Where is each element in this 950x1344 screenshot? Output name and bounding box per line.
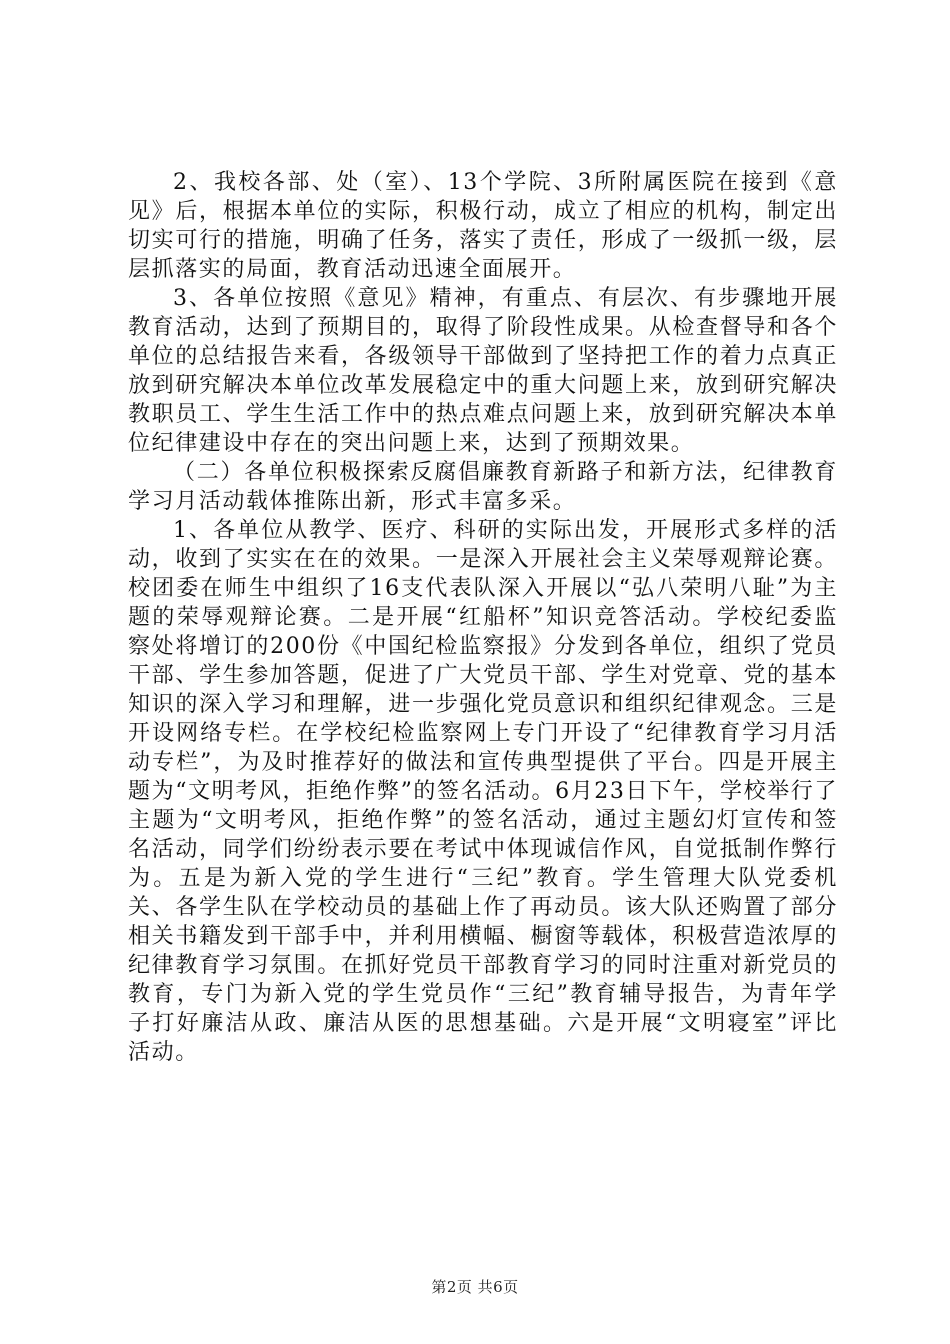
paragraph-item-2-response: 2、我校各部、处（室）、13个学院、3所附属医院在接到《意见》后，根据本单位的实际，积极行动，成立了相应的机构，制定出切实可行的措施，明确了任务，落实了责任，形成了一级抓一级，层层抓落实的局面，教育活动迅速全面展开。 xyxy=(128,170,838,282)
document-body xyxy=(128,168,838,1067)
paragraph-item-1-activities: 1、各单位从教学、医疗、科研的实际出发，开展形式多样的活动，收到了实实在在的效果。一是深入开展社会主义荣辱观辩论赛。校团委在师生中组织了16支代表队深入开展以“弘八荣明八耻”为主题的荣辱观辩论赛。二是开展“红船杯”知识竞答活动。学校纪委监察处将增订的200份《中国纪检监察报》分发到各单位，组织了党员干部、学生参加答题，促进了广大党员干部、学生对党章、党的基本知识的深入学习和理解，进一步强化党员意识和组织纪律观念。三是开设网络专栏。在学校纪检监察网上专门开设了“纪律教育学习月活动专栏”，为及时推荐好的做法和宣传典型提供了平台。四是开展主题为“文明考风，拒绝作弊”的签名活动。6月23日下午，学校举行了主题为“文明考风，拒绝作弊”的签名活动，通过主题幻灯宣传和签名活动，同学们纷纷表示要在考试中体现诚信作风，自觉抵制作弊行为。五是为新入党的学生进行“三纪”教育。学生管理大队党委机关、各学生队在学校动员的基础上作了再动员。该大队还购置了部分相关书籍发到干部手中，并利用横幅、橱窗等载体，积极营造浓厚的纪律教育学习氛围。在抓好党员干部教育学习的同时注重对新党员的教育，专门为新入党的学生党员作“三纪”教育辅导报告，为青年学子打好廉洁从政、廉洁从医的思想基础。六是开展“文明寝室”评比活动。 xyxy=(128,518,838,1065)
paragraph-item-3-progress: 3、各单位按照《意见》精神，有重点、有层次、有步骤地开展教育活动，达到了预期目的，取得了阶段性成果。从检查督导和各个单位的总结报告来看，各级领导干部做到了坚持把工作的着力点真正放到研究解决本单位改革发展稳定中的重大问题上来，放到研究解决教职员工、学生生活工作中的热点难点问题上来，放到研究解决本单位纪律建设中存在的突出问题上来，达到了预期效果。 xyxy=(128,286,838,456)
paragraph-section-2-heading: （二）各单位积极探索反腐倡廉教育新路子和新方法，纪律教育学习月活动载体推陈出新，形式丰富多采。 xyxy=(128,460,838,514)
page-footer: 第2页 共6页 xyxy=(431,1278,519,1296)
